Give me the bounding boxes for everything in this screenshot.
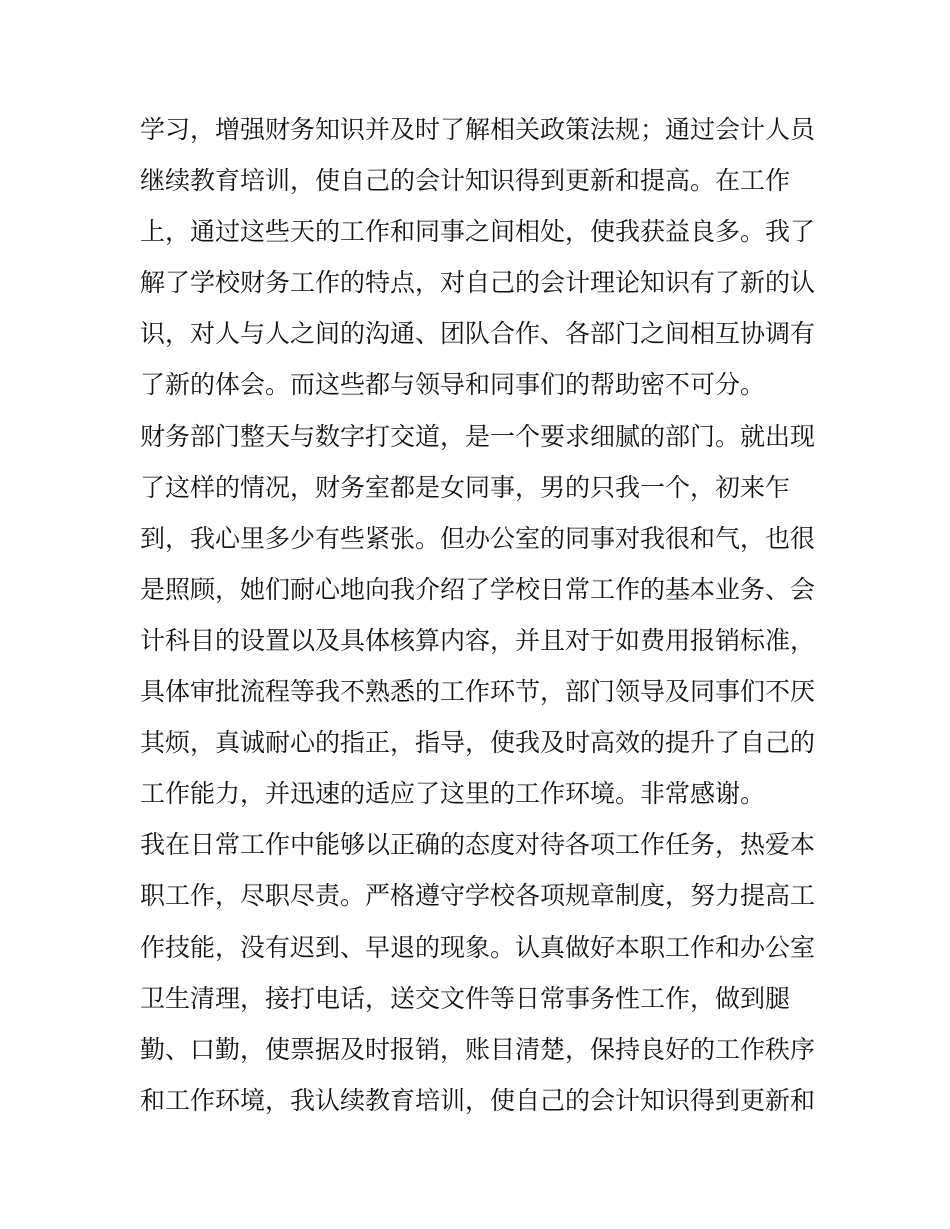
text-line-18: 卫生清理，接打电话，送交文件等日常事务性工作，做到腿 [140,983,791,1013]
text-line-9: 到，我心里多少有些紧张。但办公室的同事对我很和气，也很 [140,523,816,553]
text-line-13: 其烦，真诚耐心的指正，指导，使我及时高效的提升了自己的 [140,728,816,758]
text-line-3: 上，通过这些天的工作和同事之间相处，使我获益良多。我了 [140,217,816,247]
text-line-20: 和工作环境，我认续教育培训，使自己的会计知识得到更新和 [140,1085,816,1115]
text-line-17: 作技能，没有迟到、早退的现象。认真做好本职工作和办公室 [140,932,816,962]
text-line-10: 是照顾，她们耐心地向我介绍了学校日常工作的基本业务、会 [140,574,816,604]
text-line-12: 具体审批流程等我不熟悉的工作环节，部门领导及同事们不厌 [140,677,816,707]
text-line-2: 继续教育培训，使自己的会计知识得到更新和提高。在工作 [140,166,791,196]
text-line-6: 了新的体会。而这些都与领导和同事们的帮助密不可分。 [140,370,766,400]
text-line-11: 计科目的设置以及具体核算内容，并且对于如费用报销标准， [140,625,816,655]
text-line-5: 识，对人与人之间的沟通、团队合作、各部门之间相互协调有 [140,319,816,349]
text-line-7: 财务部门整天与数字打交道，是一个要求细腻的部门。就出现 [140,421,816,451]
text-line-8: 了这样的情况，财务室都是女同事，男的只我一个，初来乍 [140,472,791,502]
document-body [140,104,820,1126]
text-line-1: 学习，增强财务知识并及时了解相关政策法规；通过会计人员 [140,115,816,144]
text-line-19: 勤、口勤，使票据及时报销，账目清楚，保持良好的工作秩序 [140,1034,816,1064]
text-line-4: 解了学校财务工作的特点，对自己的会计理论知识有了新的认 [140,268,816,298]
text-line-14: 工作能力，并迅速的适应了这里的工作环境。非常感谢。 [140,779,766,809]
text-line-16: 职工作，尽职尽责。严格遵守学校各项规章制度，努力提高工 [140,881,816,911]
text-line-15: 我在日常工作中能够以正确的态度对待各项工作任务，热爱本 [140,830,816,860]
